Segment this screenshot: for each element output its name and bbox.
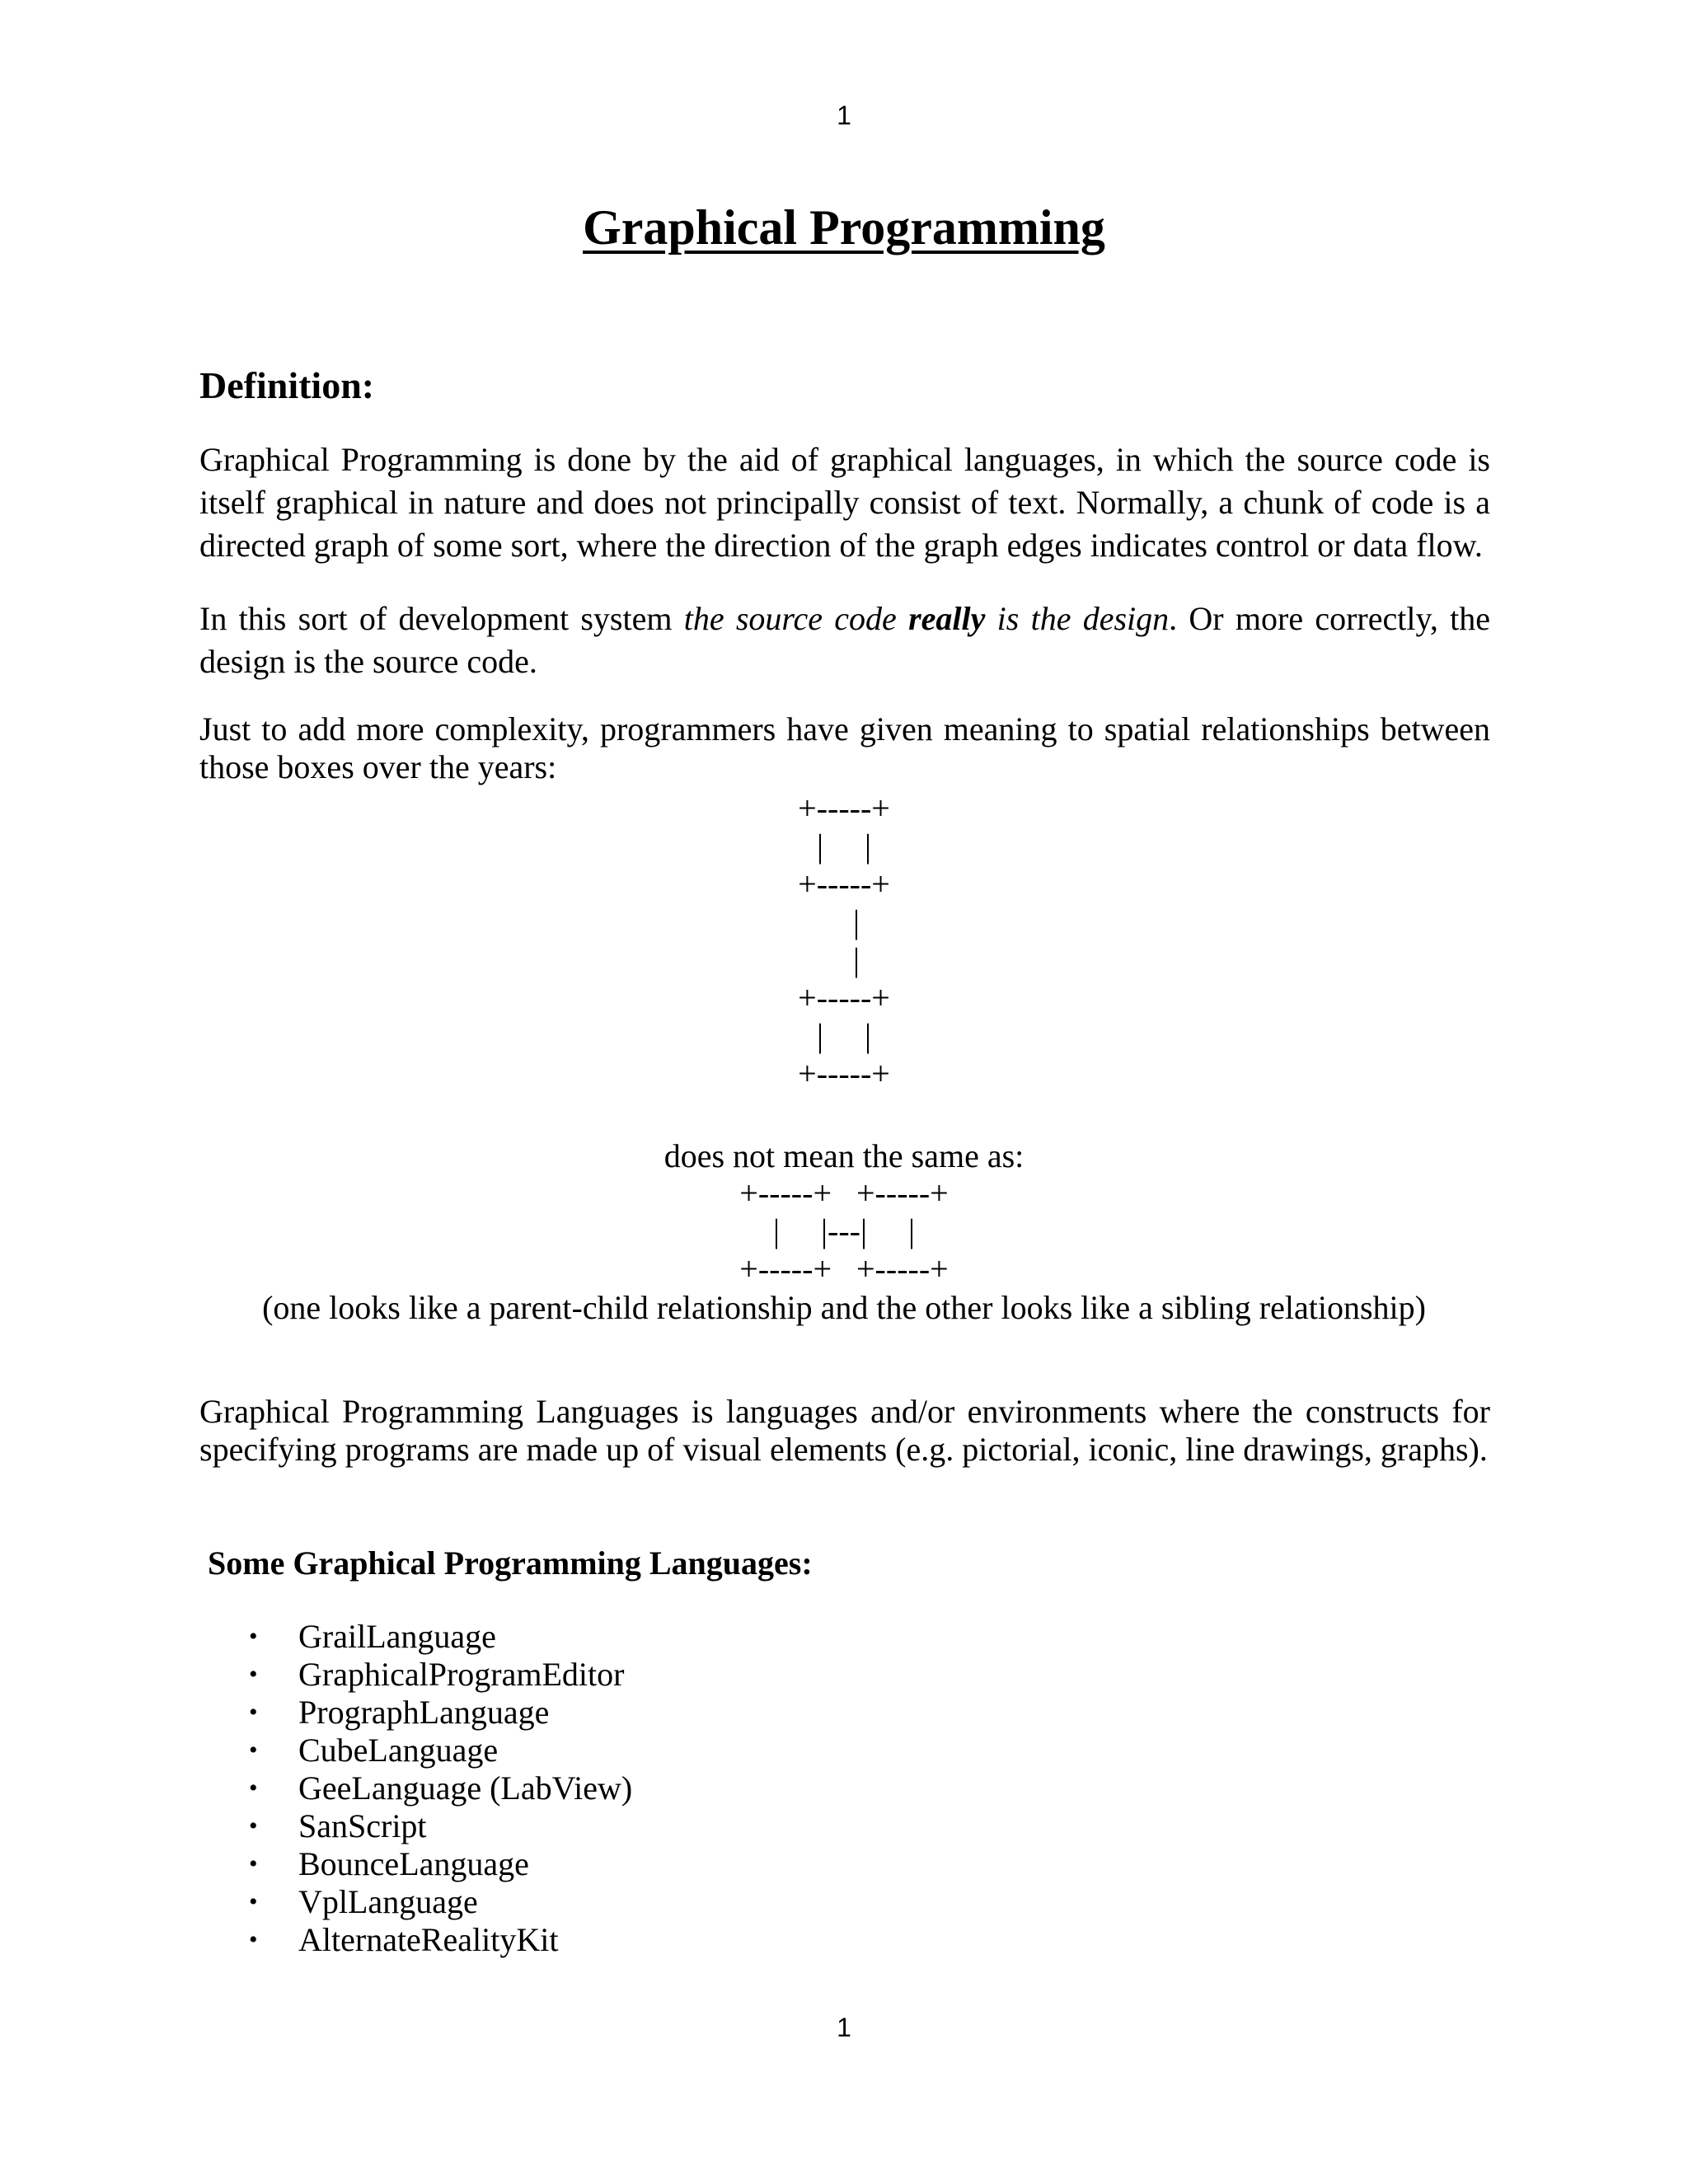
language-name: SanScript: [298, 1807, 427, 1844]
design-paragraph: [199, 598, 1490, 683]
languages-paragraph: Graphical Programming Languages is languages and/or environments where the constructs for specifying programs are made up of visual elements (e.g. pictorial, iconic, line drawings, graphs).: [199, 1393, 1490, 1468]
list-item: [199, 1618, 632, 1656]
list-item: [199, 1769, 632, 1807]
list-item: [199, 1845, 632, 1883]
language-name: VplLanguage: [298, 1883, 478, 1920]
languages-heading: Some Graphical Programming Languages:: [208, 1544, 813, 1582]
relationship-note: (one looks like a parent-child relationship and the other looks like a sibling relationship): [262, 1289, 1426, 1326]
bullet-icon: •: [249, 1926, 258, 1953]
list-item: [199, 1807, 632, 1845]
language-name: PrographLanguage: [298, 1694, 550, 1731]
definition-paragraph: Graphical Programming is done by the aid of graphical languages, in which the source code is itself graphical in nature and does not principally consist of text. Normally, a chunk of code is a directed graph of some sort, where the direction of the graph edges indicates control or data flow.: [199, 441, 1490, 564]
design-italic-2: is the design: [985, 600, 1170, 637]
design-text-before: In this sort of development system: [199, 600, 684, 637]
definition-heading: Definition:: [199, 364, 375, 406]
bullet-icon: •: [249, 1850, 258, 1877]
language-name: GrailLanguage: [298, 1618, 496, 1655]
diagram-caption: does not mean the same as:: [663, 1137, 1025, 1174]
bullet-icon: •: [249, 1699, 258, 1726]
spatial-paragraph: Just to add more complexity, programmers have given meaning to spatial relationships between those boxes over the years:: [199, 710, 1490, 785]
language-name: GeeLanguage (LabView): [298, 1769, 633, 1807]
language-name: AlternateRealityKit: [298, 1921, 559, 1958]
document-title: Graphical Programming: [583, 200, 1105, 255]
list-item: [199, 1732, 632, 1769]
language-name: BounceLanguage: [298, 1845, 529, 1882]
list-item: [199, 1883, 632, 1921]
horizontal-box-diagram: +-----+ +-----+ | |---| | +-----+ +-----+: [739, 1174, 949, 1287]
page-number-top: 1: [837, 101, 851, 130]
page-number-bottom: 1: [837, 2013, 851, 2042]
language-name: GraphicalProgramEditor: [298, 1656, 625, 1693]
list-item: [199, 1656, 632, 1694]
bullet-icon: •: [249, 1774, 258, 1802]
language-name: CubeLanguage: [298, 1732, 499, 1769]
bullet-icon: •: [249, 1812, 258, 1840]
list-item: [199, 1921, 632, 1959]
vertical-box-diagram: +-----+ | | +-----+ | | +-----+ | | +-----+: [798, 790, 890, 1092]
languages-list: [199, 1618, 632, 1959]
bullet-icon: •: [249, 1888, 258, 1915]
design-text-after: . Or more correctly, the design is the source code.: [199, 600, 1491, 680]
design-italic-1: the source code: [683, 600, 909, 637]
bullet-icon: •: [249, 1661, 258, 1688]
bullet-icon: •: [249, 1736, 258, 1764]
list-item: [199, 1694, 632, 1732]
design-bold-italic: really: [908, 600, 986, 637]
bullet-icon: •: [249, 1623, 258, 1650]
